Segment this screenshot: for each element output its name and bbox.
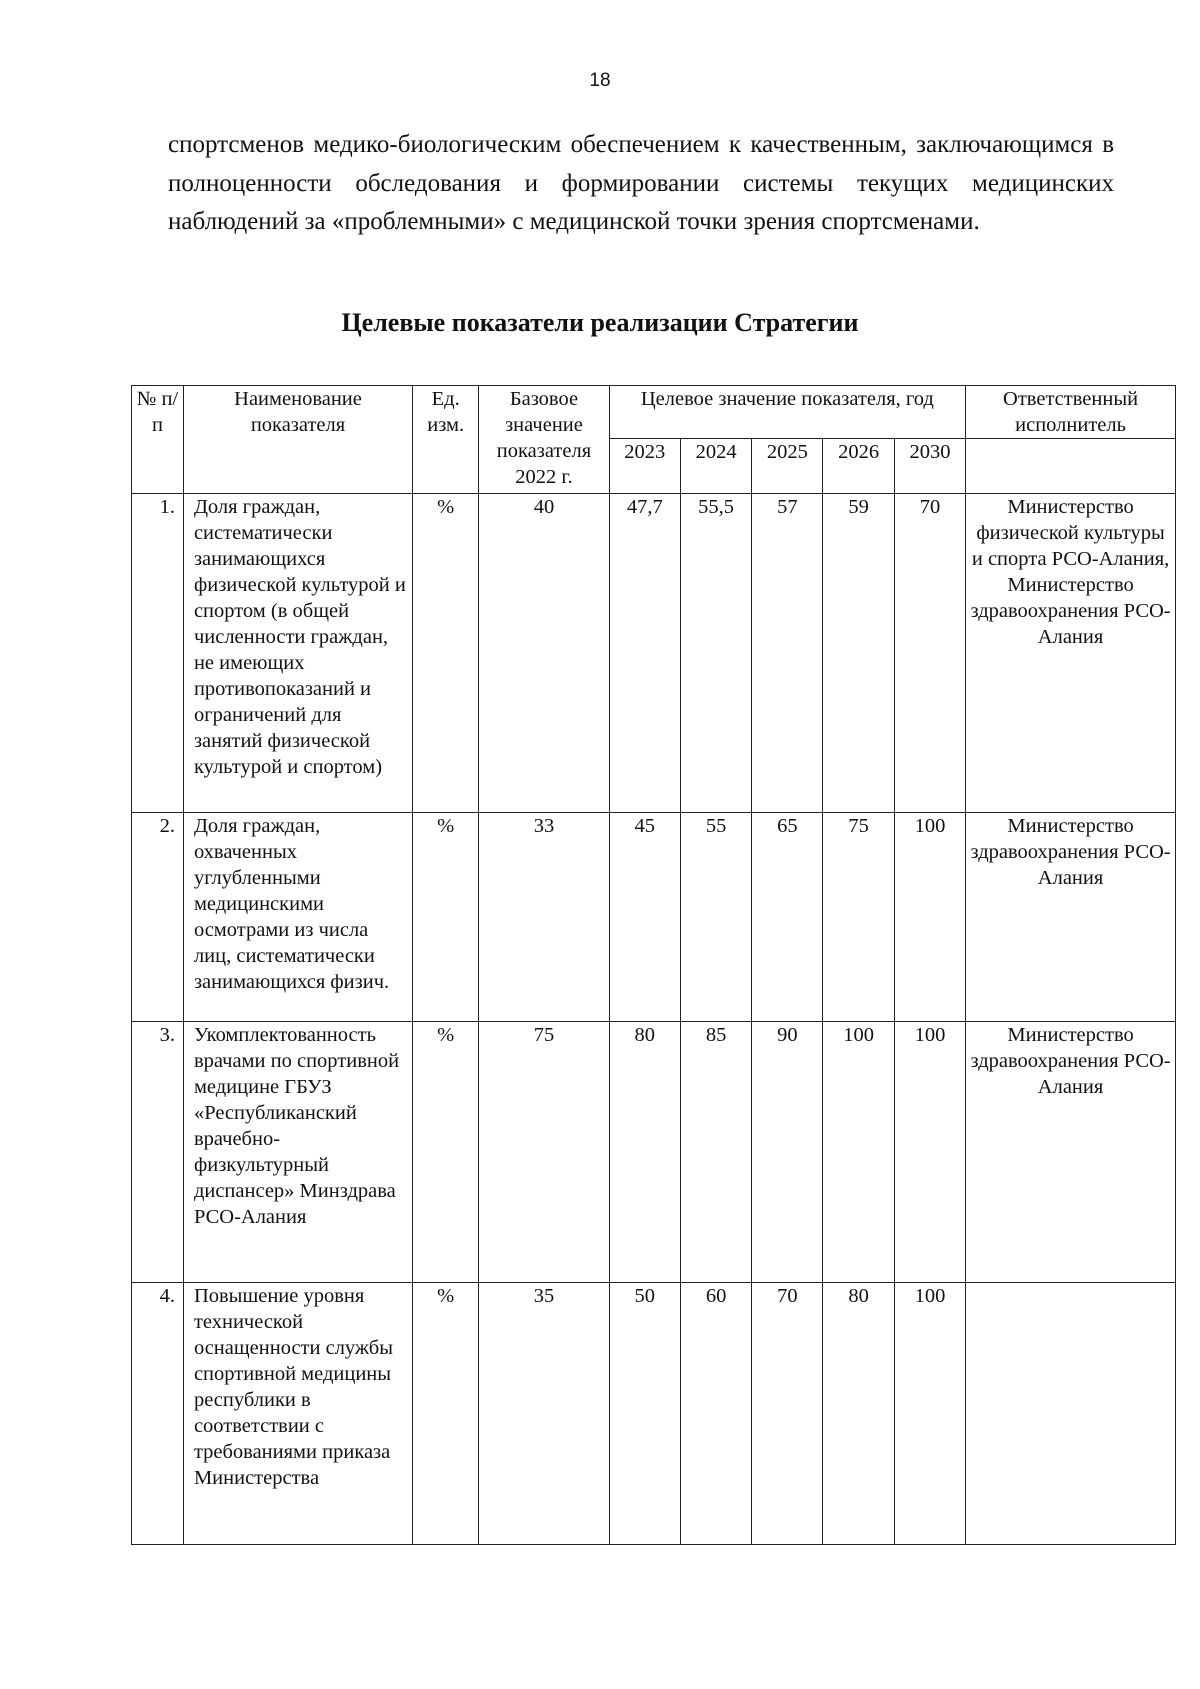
row-unit: % xyxy=(413,494,479,813)
table-row xyxy=(132,494,1176,813)
row-value-2030: 70 xyxy=(894,494,965,813)
table-title: Целевые показатели реализации Стратегии xyxy=(341,308,859,337)
header-year: 2025 xyxy=(752,439,823,494)
row-name: Повышение уровня технической оснащенности службы спортивной медицины республики в соответствии с требованиями приказа Министерства xyxy=(183,1283,412,1545)
table-row xyxy=(132,813,1176,1022)
row-unit: % xyxy=(413,1283,479,1545)
row-responsible xyxy=(966,1283,1176,1545)
row-value-2030: 100 xyxy=(894,813,965,1022)
page-number: 18 xyxy=(589,70,611,91)
row-value-2030: 100 xyxy=(894,1022,965,1283)
header-year: 2024 xyxy=(680,439,751,494)
row-responsible: Министерство здравоохранения РСО-Алания xyxy=(966,1022,1176,1283)
header-target: Целевое значение показателя, год xyxy=(609,386,965,439)
row-value-2024: 55,5 xyxy=(680,494,751,813)
intro-paragraph: спортсменов медико-биологическим обеспечением к качественным, заключающимся в полноценности обследования и формировании системы текущих медицинских наблюдений за «проблемными» с медицинской точки зрения спортсменами. xyxy=(168,131,1114,235)
row-value-2024: 55 xyxy=(680,813,751,1022)
row-base: 35 xyxy=(479,1283,609,1545)
header-year: 2026 xyxy=(823,439,894,494)
header-responsible: Ответственный исполнитель xyxy=(966,386,1176,439)
row-num: 3. xyxy=(132,1022,184,1283)
row-value-2023: 50 xyxy=(609,1283,680,1545)
header-unit: Ед. изм. xyxy=(413,386,479,494)
row-name: Укомплектованность врачами по спортивной медицине ГБУЗ «Республиканский врачебно-физкультурный диспансер» Минздрава РСО-Алания xyxy=(183,1022,412,1283)
header-name: Наименование показателя xyxy=(183,386,412,494)
row-value-2023: 47,7 xyxy=(609,494,680,813)
table-row xyxy=(132,1283,1176,1545)
row-responsible: Министерство физической культуры и спорта РСО-Алания, Министерство здравоохранения РСО-Алания xyxy=(966,494,1176,813)
row-name: Доля граждан, охваченных углубленными медицинскими осмотрами из числа лиц, систематически занимающихся физич. xyxy=(183,813,412,1022)
row-value-2025: 90 xyxy=(752,1022,823,1283)
row-num: 1. xyxy=(132,494,184,813)
row-value-2024: 85 xyxy=(680,1022,751,1283)
table-row xyxy=(132,1022,1176,1283)
row-base: 75 xyxy=(479,1022,609,1283)
row-value-2026: 80 xyxy=(823,1283,894,1545)
header-year: 2023 xyxy=(609,439,680,494)
row-value-2026: 59 xyxy=(823,494,894,813)
row-name: Доля граждан, систематически занимающихся физической культурой и спортом (в общей численности граждан, не имеющих противопоказаний и ограничений для занятий физической культурой и спортом) xyxy=(183,494,412,813)
row-unit: % xyxy=(413,813,479,1022)
indicators-table xyxy=(131,385,1176,1545)
header-responsible-empty xyxy=(966,439,1176,494)
row-base: 40 xyxy=(479,494,609,813)
row-base: 33 xyxy=(479,813,609,1022)
row-value-2025: 65 xyxy=(752,813,823,1022)
header-num: № п/п xyxy=(132,386,184,494)
row-num: 2. xyxy=(132,813,184,1022)
row-value-2026: 75 xyxy=(823,813,894,1022)
header-base: Базовое значение показателя 2022 г. xyxy=(479,386,609,494)
row-value-2026: 100 xyxy=(823,1022,894,1283)
row-value-2025: 70 xyxy=(752,1283,823,1545)
row-unit: % xyxy=(413,1022,479,1283)
row-num: 4. xyxy=(132,1283,184,1545)
header-row xyxy=(132,386,1176,439)
header-year: 2030 xyxy=(894,439,965,494)
row-value-2025: 57 xyxy=(752,494,823,813)
row-value-2023: 80 xyxy=(609,1022,680,1283)
row-responsible: Министерство здравоохранения РСО-Алания xyxy=(966,813,1176,1022)
row-value-2024: 60 xyxy=(680,1283,751,1545)
row-value-2023: 45 xyxy=(609,813,680,1022)
row-value-2030: 100 xyxy=(894,1283,965,1545)
